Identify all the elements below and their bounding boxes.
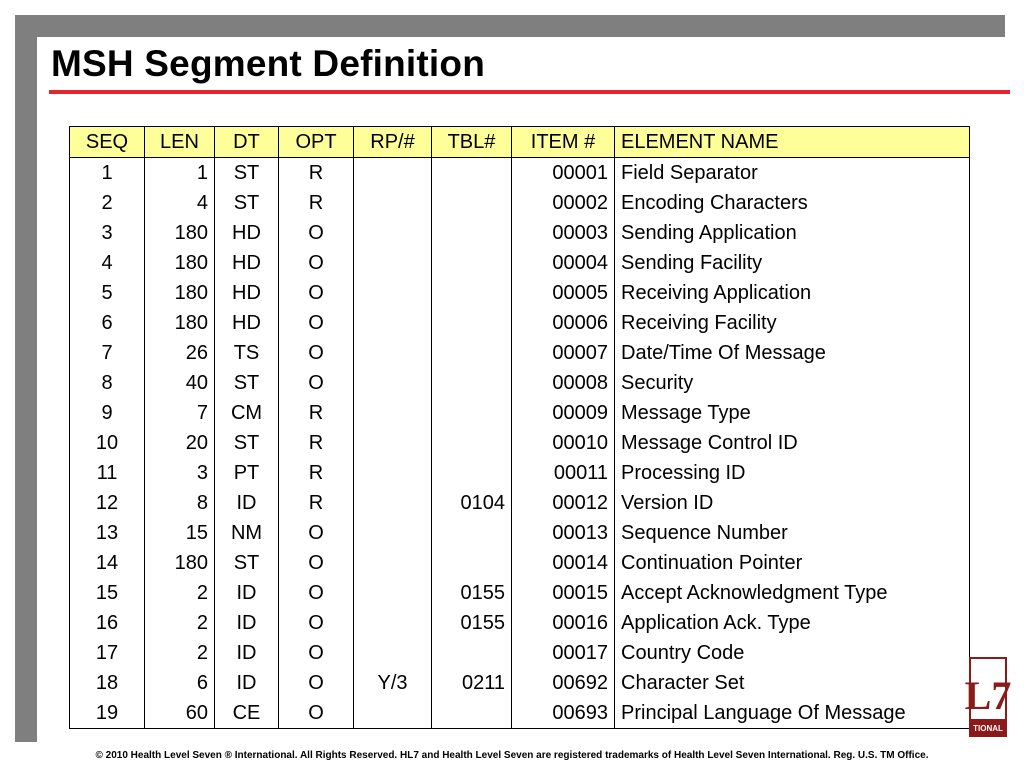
table-row: [70, 338, 970, 368]
cell-rp: [354, 698, 432, 729]
table-row: [70, 518, 970, 548]
table-row: [70, 578, 970, 608]
cell-seq: 19: [70, 698, 145, 729]
cell-dt: PT: [215, 458, 279, 488]
cell-tbl: [432, 428, 512, 458]
cell-tbl: 0155: [432, 608, 512, 638]
cell-len: 7: [145, 398, 215, 428]
table-row: [70, 428, 970, 458]
cell-rp: [354, 488, 432, 518]
cell-len: 26: [145, 338, 215, 368]
cell-rp: [354, 638, 432, 668]
cell-dt: ID: [215, 668, 279, 698]
cell-tbl: [432, 518, 512, 548]
cell-dt: HD: [215, 218, 279, 248]
cell-item: 00014: [512, 548, 615, 578]
cell-opt: O: [279, 308, 354, 338]
cell-element-name: Country Code: [615, 638, 970, 668]
hl7-logo: [964, 657, 1012, 737]
table-row: [70, 548, 970, 578]
cell-dt: HD: [215, 278, 279, 308]
cell-seq: 13: [70, 518, 145, 548]
cell-seq: 10: [70, 428, 145, 458]
cell-len: 1: [145, 158, 215, 189]
table-row: [70, 308, 970, 338]
header-element-name: ELEMENT NAME: [615, 127, 970, 158]
cell-opt: O: [279, 278, 354, 308]
cell-element-name: Application Ack. Type: [615, 608, 970, 638]
cell-rp: [354, 248, 432, 278]
cell-len: 2: [145, 608, 215, 638]
table-row: [70, 398, 970, 428]
cell-dt: CE: [215, 698, 279, 729]
cell-opt: O: [279, 548, 354, 578]
cell-rp: [354, 278, 432, 308]
cell-item: 00007: [512, 338, 615, 368]
cell-dt: ST: [215, 158, 279, 189]
cell-rp: [354, 608, 432, 638]
cell-dt: CM: [215, 398, 279, 428]
header-item: ITEM #: [512, 127, 615, 158]
cell-item: 00003: [512, 218, 615, 248]
cell-seq: 18: [70, 668, 145, 698]
cell-rp: [354, 548, 432, 578]
cell-rp: [354, 158, 432, 189]
slide-title: MSH Segment Definition: [51, 43, 486, 84]
cell-opt: O: [279, 368, 354, 398]
cell-opt: O: [279, 668, 354, 698]
cell-dt: ID: [215, 638, 279, 668]
cell-rp: [354, 218, 432, 248]
cell-element-name: Sending Application: [615, 218, 970, 248]
cell-len: 180: [145, 248, 215, 278]
cell-opt: O: [279, 518, 354, 548]
cell-dt: ID: [215, 488, 279, 518]
cell-opt: O: [279, 638, 354, 668]
cell-seq: 5: [70, 278, 145, 308]
cell-dt: ID: [215, 578, 279, 608]
cell-len: 4: [145, 188, 215, 218]
cell-tbl: 0155: [432, 578, 512, 608]
cell-seq: 9: [70, 398, 145, 428]
cell-element-name: Sending Facility: [615, 248, 970, 278]
cell-tbl: [432, 248, 512, 278]
table-row: [70, 698, 970, 729]
cell-seq: 14: [70, 548, 145, 578]
cell-seq: 3: [70, 218, 145, 248]
cell-len: 6: [145, 668, 215, 698]
cell-rp: [354, 578, 432, 608]
cell-item: 00009: [512, 398, 615, 428]
cell-tbl: [432, 398, 512, 428]
cell-seq: 4: [70, 248, 145, 278]
table-row: [70, 608, 970, 638]
cell-len: 2: [145, 578, 215, 608]
cell-dt: TS: [215, 338, 279, 368]
header-tbl: TBL#: [432, 127, 512, 158]
table-row: [70, 458, 970, 488]
cell-seq: 17: [70, 638, 145, 668]
header-opt: OPT: [279, 127, 354, 158]
cell-tbl: [432, 698, 512, 729]
cell-len: 20: [145, 428, 215, 458]
cell-rp: [354, 398, 432, 428]
cell-item: 00692: [512, 668, 615, 698]
cell-item: 00016: [512, 608, 615, 638]
cell-opt: O: [279, 578, 354, 608]
cell-tbl: [432, 338, 512, 368]
cell-dt: HD: [215, 308, 279, 338]
cell-len: 2: [145, 638, 215, 668]
cell-seq: 15: [70, 578, 145, 608]
table-row: [70, 368, 970, 398]
cell-item: 00004: [512, 248, 615, 278]
cell-element-name: Accept Acknowledgment Type: [615, 578, 970, 608]
cell-item: 00001: [512, 158, 615, 189]
cell-tbl: [432, 158, 512, 189]
msh-segment-table: [69, 126, 970, 729]
cell-element-name: Message Type: [615, 398, 970, 428]
header-len: LEN: [145, 127, 215, 158]
cell-len: 180: [145, 278, 215, 308]
cell-rp: [354, 428, 432, 458]
cell-rp: [354, 518, 432, 548]
cell-element-name: Character Set: [615, 668, 970, 698]
cell-seq: 11: [70, 458, 145, 488]
cell-opt: R: [279, 158, 354, 189]
table-row: [70, 638, 970, 668]
cell-element-name: Encoding Characters: [615, 188, 970, 218]
table-row: [70, 488, 970, 518]
cell-item: 00693: [512, 698, 615, 729]
cell-dt: ST: [215, 428, 279, 458]
cell-seq: 12: [70, 488, 145, 518]
header-seq: SEQ: [70, 127, 145, 158]
cell-len: 3: [145, 458, 215, 488]
cell-item: 00005: [512, 278, 615, 308]
cell-len: 180: [145, 308, 215, 338]
cell-item: 00012: [512, 488, 615, 518]
cell-tbl: [432, 278, 512, 308]
cell-element-name: Continuation Pointer: [615, 548, 970, 578]
cell-opt: R: [279, 428, 354, 458]
table-header-row: [70, 127, 970, 158]
cell-item: 00008: [512, 368, 615, 398]
logo-mark: L7: [964, 673, 1012, 718]
cell-seq: 8: [70, 368, 145, 398]
cell-rp: Y/3: [354, 668, 432, 698]
cell-tbl: [432, 458, 512, 488]
cell-len: 180: [145, 548, 215, 578]
table-row: [70, 248, 970, 278]
cell-opt: R: [279, 188, 354, 218]
cell-len: 60: [145, 698, 215, 729]
cell-element-name: Version ID: [615, 488, 970, 518]
cell-element-name: Field Separator: [615, 158, 970, 189]
cell-opt: O: [279, 698, 354, 729]
cell-element-name: Message Control ID: [615, 428, 970, 458]
cell-seq: 1: [70, 158, 145, 189]
cell-opt: O: [279, 218, 354, 248]
cell-item: 00006: [512, 308, 615, 338]
cell-rp: [354, 188, 432, 218]
table-row: [70, 668, 970, 698]
cell-dt: ST: [215, 548, 279, 578]
table-row: [70, 218, 970, 248]
cell-rp: [354, 308, 432, 338]
cell-opt: O: [279, 338, 354, 368]
cell-item: 00017: [512, 638, 615, 668]
cell-seq: 2: [70, 188, 145, 218]
cell-seq: 16: [70, 608, 145, 638]
header-rp: RP/#: [354, 127, 432, 158]
slide-frame: [15, 15, 1012, 742]
header-dt: DT: [215, 127, 279, 158]
cell-element-name: Processing ID: [615, 458, 970, 488]
cell-dt: ST: [215, 368, 279, 398]
table-row: [70, 278, 970, 308]
cell-tbl: [432, 218, 512, 248]
cell-element-name: Date/Time Of Message: [615, 338, 970, 368]
table-body: [70, 158, 970, 729]
cell-tbl: [432, 308, 512, 338]
cell-element-name: Sequence Number: [615, 518, 970, 548]
cell-len: 40: [145, 368, 215, 398]
cell-opt: R: [279, 398, 354, 428]
cell-item: 00011: [512, 458, 615, 488]
cell-item: 00015: [512, 578, 615, 608]
cell-tbl: [432, 368, 512, 398]
cell-dt: NM: [215, 518, 279, 548]
cell-item: 00013: [512, 518, 615, 548]
cell-tbl: [432, 188, 512, 218]
cell-element-name: Receiving Facility: [615, 308, 970, 338]
title-underline: [49, 90, 1010, 94]
cell-len: 15: [145, 518, 215, 548]
cell-tbl: [432, 548, 512, 578]
cell-tbl: 0104: [432, 488, 512, 518]
table-row: [70, 158, 970, 189]
cell-dt: ST: [215, 188, 279, 218]
cell-len: 180: [145, 218, 215, 248]
cell-element-name: Receiving Application: [615, 278, 970, 308]
copyright-footer: © 2010 Health Level Seven ® International. All Rights Reserved. HL7 and Health Level Seven are registered trademarks of Health Level Seven International. Reg. U.S. TM Office.: [95, 750, 929, 761]
cell-element-name: Security: [615, 368, 970, 398]
cell-tbl: 0211: [432, 668, 512, 698]
cell-element-name: Principal Language Of Message: [615, 698, 970, 729]
cell-len: 8: [145, 488, 215, 518]
cell-rp: [354, 368, 432, 398]
cell-dt: HD: [215, 248, 279, 278]
cell-dt: ID: [215, 608, 279, 638]
table-row: [70, 188, 970, 218]
cell-rp: [354, 458, 432, 488]
cell-item: 00010: [512, 428, 615, 458]
cell-opt: O: [279, 248, 354, 278]
cell-item: 00002: [512, 188, 615, 218]
slide: [37, 37, 1013, 750]
cell-opt: R: [279, 458, 354, 488]
cell-opt: O: [279, 608, 354, 638]
cell-opt: R: [279, 488, 354, 518]
cell-rp: [354, 338, 432, 368]
cell-seq: 6: [70, 308, 145, 338]
logo-caption: TIONAL: [973, 724, 1003, 733]
cell-tbl: [432, 638, 512, 668]
cell-seq: 7: [70, 338, 145, 368]
